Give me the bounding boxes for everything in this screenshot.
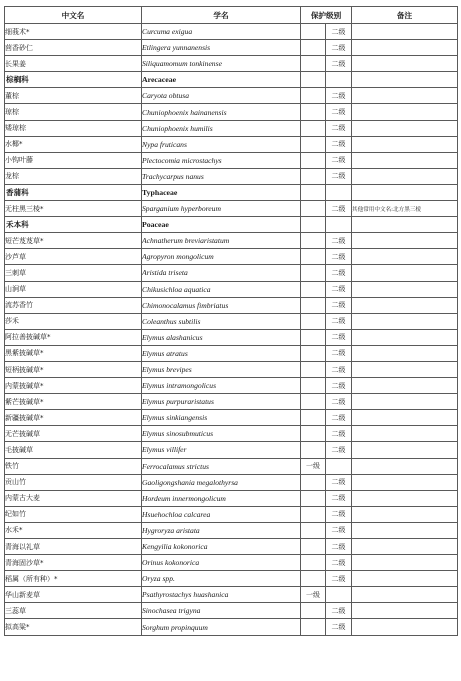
chinese-name-cell: 内蒙披碱草* — [5, 378, 142, 394]
species-row — [5, 426, 458, 442]
scientific-name-cell: Aristida triseta — [142, 265, 301, 281]
level-first-class-cell — [301, 603, 326, 619]
remark-cell — [352, 474, 458, 490]
level-first-class-cell — [301, 88, 326, 104]
chinese-name-cell: 琼棕 — [5, 104, 142, 120]
level-second-class-cell: 二级 — [326, 88, 352, 104]
chinese-name-cell: 短芒芨芨草* — [5, 233, 142, 249]
table-header-row — [5, 7, 458, 24]
remark-cell — [352, 603, 458, 619]
remark-cell — [352, 120, 458, 136]
level-first-class-cell — [301, 361, 326, 377]
scientific-name-cell: Elymus alashanicus — [142, 329, 301, 345]
level-first-class-cell — [301, 555, 326, 571]
family-chinese-name: 禾本科 — [5, 217, 142, 233]
scientific-name-cell: Elymus atratus — [142, 345, 301, 361]
scientific-name-cell: Orinus kokonorica — [142, 555, 301, 571]
scientific-name-cell: Chimonocalamus fimbriatus — [142, 297, 301, 313]
level-cell-1 — [301, 184, 326, 200]
level-second-class-cell: 二级 — [326, 506, 352, 522]
level-cell-2 — [326, 184, 352, 200]
level-cell-2 — [326, 72, 352, 88]
scientific-name-cell: Hygroryza aristata — [142, 522, 301, 538]
level-second-class-cell: 二级 — [326, 313, 352, 329]
level-second-class-cell: 二级 — [326, 249, 352, 265]
species-row — [5, 490, 458, 506]
remark-cell — [352, 297, 458, 313]
species-row — [5, 265, 458, 281]
remark-cell — [352, 40, 458, 56]
level-second-class-cell: 二级 — [326, 168, 352, 184]
species-row — [5, 571, 458, 587]
level-second-class-cell: 二级 — [326, 281, 352, 297]
scientific-name-cell: Caryota obtusa — [142, 88, 301, 104]
remark-cell — [352, 104, 458, 120]
chinese-name-cell: 紫芒披碱草* — [5, 394, 142, 410]
remark-cell — [352, 249, 458, 265]
remark-cell — [352, 539, 458, 555]
chinese-name-cell: 黑紫披碱草* — [5, 345, 142, 361]
chinese-name-cell: 矮琼棕 — [5, 120, 142, 136]
chinese-name-cell: 三蕊草 — [5, 603, 142, 619]
level-first-class-cell — [301, 233, 326, 249]
level-first-class-cell — [301, 265, 326, 281]
remark-cell: 其他常用中文名:北方黑三棱 — [352, 201, 458, 217]
remark-cell — [352, 410, 458, 426]
chinese-name-cell: 董棕 — [5, 88, 142, 104]
species-row — [5, 136, 458, 152]
level-first-class-cell — [301, 506, 326, 522]
chinese-name-cell: 流苏香竹 — [5, 297, 142, 313]
family-row — [5, 217, 458, 233]
level-second-class-cell: 二级 — [326, 345, 352, 361]
remark-cell — [352, 56, 458, 72]
family-scientific-name: Poaceae — [142, 217, 301, 233]
protected-plants-table — [4, 6, 458, 636]
remark-cell — [352, 619, 458, 635]
remark-cell — [352, 587, 458, 603]
level-first-class-cell — [301, 104, 326, 120]
species-row — [5, 249, 458, 265]
level-second-class-cell: 二级 — [326, 152, 352, 168]
level-first-class-cell — [301, 56, 326, 72]
level-second-class-cell: 二级 — [326, 56, 352, 72]
level-second-class-cell: 二级 — [326, 329, 352, 345]
remark-cell — [352, 522, 458, 538]
level-cell-1 — [301, 217, 326, 233]
level-second-class-cell: 二级 — [326, 297, 352, 313]
remark-cell — [352, 217, 458, 233]
scientific-name-cell: Chuniophoenix humilis — [142, 120, 301, 136]
scientific-name-cell: Plectocomia microstachys — [142, 152, 301, 168]
level-first-class-cell — [301, 249, 326, 265]
chinese-name-cell: 内蒙古大麦 — [5, 490, 142, 506]
scientific-name-cell: Etlingera yunnanensis — [142, 40, 301, 56]
remark-cell — [352, 378, 458, 394]
species-row — [5, 201, 458, 217]
scientific-name-cell: Siliquamomum tonkinense — [142, 56, 301, 72]
scientific-name-cell: Hordeum innermongolicum — [142, 490, 301, 506]
species-row — [5, 233, 458, 249]
species-row — [5, 56, 458, 72]
level-first-class-cell — [301, 394, 326, 410]
chinese-name-cell: 无芒披碱草 — [5, 426, 142, 442]
chinese-name-cell: 华山新麦草 — [5, 587, 142, 603]
species-row — [5, 313, 458, 329]
family-scientific-name: Typhaceae — [142, 184, 301, 200]
chinese-name-cell: 阿拉善披碱草* — [5, 329, 142, 345]
chinese-name-cell: 青海固沙草* — [5, 555, 142, 571]
species-row — [5, 40, 458, 56]
level-first-class-cell — [301, 168, 326, 184]
scientific-name-cell: Kengyilia kokonorica — [142, 539, 301, 555]
level-second-class-cell: 二级 — [326, 555, 352, 571]
level-second-class-cell: 二级 — [326, 490, 352, 506]
level-first-class-cell — [301, 152, 326, 168]
remark-cell — [352, 458, 458, 474]
chinese-name-cell: 莎禾 — [5, 313, 142, 329]
level-second-class-cell: 二级 — [326, 539, 352, 555]
chinese-name-cell: 新疆披碱草* — [5, 410, 142, 426]
scientific-name-cell: Achnatherum breviaristatum — [142, 233, 301, 249]
scientific-name-cell: Sparganium hyperboreum — [142, 201, 301, 217]
family-scientific-name: Arecaceae — [142, 72, 301, 88]
remark-cell — [352, 329, 458, 345]
level-first-class-cell — [301, 120, 326, 136]
remark-cell — [352, 394, 458, 410]
species-row — [5, 345, 458, 361]
scientific-name-cell: Hsuehochloa calcarea — [142, 506, 301, 522]
level-second-class-cell: 二级 — [326, 410, 352, 426]
level-second-class-cell: 二级 — [326, 104, 352, 120]
level-first-class-cell — [301, 619, 326, 635]
species-row — [5, 603, 458, 619]
level-second-class-cell: 二级 — [326, 136, 352, 152]
scientific-name-cell: Elymus sinkiangensis — [142, 410, 301, 426]
chinese-name-cell: 短柄披碱草* — [5, 361, 142, 377]
level-second-class-cell: 二级 — [326, 24, 352, 40]
scientific-name-cell: Trachycarpus nanus — [142, 168, 301, 184]
level-second-class-cell — [326, 587, 352, 603]
level-second-class-cell: 二级 — [326, 378, 352, 394]
chinese-name-cell: 拟高粱* — [5, 619, 142, 635]
level-second-class-cell: 二级 — [326, 265, 352, 281]
header-protection-level: 保护级别 — [301, 7, 352, 24]
level-first-class-cell: 一级 — [301, 458, 326, 474]
level-first-class-cell — [301, 40, 326, 56]
species-row — [5, 24, 458, 40]
remark-cell — [352, 152, 458, 168]
species-row — [5, 281, 458, 297]
remark-cell — [352, 88, 458, 104]
species-row — [5, 410, 458, 426]
species-row — [5, 378, 458, 394]
table-body — [5, 24, 458, 636]
scientific-name-cell: Chikusichloa aquatica — [142, 281, 301, 297]
header-scientific-name: 学名 — [142, 7, 301, 24]
chinese-name-cell: 沙芦草 — [5, 249, 142, 265]
species-row — [5, 522, 458, 538]
level-first-class-cell — [301, 281, 326, 297]
scientific-name-cell: Coleanthus subtilis — [142, 313, 301, 329]
level-first-class-cell — [301, 571, 326, 587]
level-first-class-cell — [301, 522, 326, 538]
scientific-name-cell: Chuniophoenix hainanensis — [142, 104, 301, 120]
remark-cell — [352, 442, 458, 458]
chinese-name-cell: 贡山竹 — [5, 474, 142, 490]
level-first-class-cell — [301, 297, 326, 313]
family-chinese-name: 棕榈科 — [5, 72, 142, 88]
chinese-name-cell: 稻属（所有种）* — [5, 571, 142, 587]
family-row — [5, 72, 458, 88]
remark-cell — [352, 506, 458, 522]
species-row — [5, 539, 458, 555]
chinese-name-cell: 无柱黑三棱* — [5, 201, 142, 217]
level-first-class-cell — [301, 490, 326, 506]
level-second-class-cell: 二级 — [326, 522, 352, 538]
species-row — [5, 506, 458, 522]
remark-cell — [352, 72, 458, 88]
level-first-class-cell — [301, 345, 326, 361]
level-cell-1 — [301, 72, 326, 88]
remark-cell — [352, 281, 458, 297]
level-first-class-cell — [301, 378, 326, 394]
chinese-name-cell: 纪如竹 — [5, 506, 142, 522]
level-second-class-cell: 二级 — [326, 201, 352, 217]
species-row — [5, 297, 458, 313]
chinese-name-cell: 青海以礼草 — [5, 539, 142, 555]
scientific-name-cell: Gaoligongshania megalothyrsa — [142, 474, 301, 490]
header-remarks: 备注 — [352, 7, 458, 24]
level-first-class-cell — [301, 329, 326, 345]
scientific-name-cell: Elymus purpuraristatus — [142, 394, 301, 410]
species-row — [5, 587, 458, 603]
level-second-class-cell: 二级 — [326, 426, 352, 442]
level-second-class-cell: 二级 — [326, 442, 352, 458]
chinese-name-cell: 龙棕 — [5, 168, 142, 184]
remark-cell — [352, 184, 458, 200]
level-first-class-cell — [301, 442, 326, 458]
chinese-name-cell: 三刺草 — [5, 265, 142, 281]
remark-cell — [352, 361, 458, 377]
scientific-name-cell: Agropyron mongolicum — [142, 249, 301, 265]
species-row — [5, 104, 458, 120]
header-chinese-name: 中文名 — [5, 7, 142, 24]
chinese-name-cell: 水椰* — [5, 136, 142, 152]
species-row — [5, 619, 458, 635]
scientific-name-cell: Elymus brevipes — [142, 361, 301, 377]
level-second-class-cell: 二级 — [326, 361, 352, 377]
scientific-name-cell: Elymus sinosubmuticus — [142, 426, 301, 442]
species-row — [5, 152, 458, 168]
level-first-class-cell — [301, 313, 326, 329]
chinese-name-cell: 山涧草 — [5, 281, 142, 297]
remark-cell — [352, 490, 458, 506]
remark-cell — [352, 426, 458, 442]
chinese-name-cell: 水禾* — [5, 522, 142, 538]
scientific-name-cell: Elymus intramongolicus — [142, 378, 301, 394]
level-second-class-cell: 二级 — [326, 571, 352, 587]
chinese-name-cell: 小钩叶藤 — [5, 152, 142, 168]
remark-cell — [352, 555, 458, 571]
level-second-class-cell: 二级 — [326, 233, 352, 249]
species-row — [5, 394, 458, 410]
scientific-name-cell: Nypa fruticans — [142, 136, 301, 152]
level-second-class-cell: 二级 — [326, 474, 352, 490]
scientific-name-cell: Psathyrostachys huashanica — [142, 587, 301, 603]
remark-cell — [352, 168, 458, 184]
level-first-class-cell — [301, 426, 326, 442]
species-row — [5, 168, 458, 184]
scientific-name-cell: Sorghum propinquum — [142, 619, 301, 635]
level-first-class-cell — [301, 201, 326, 217]
species-row — [5, 329, 458, 345]
scientific-name-cell: Oryza spp. — [142, 571, 301, 587]
remark-cell — [352, 571, 458, 587]
level-first-class-cell — [301, 24, 326, 40]
scientific-name-cell: Ferrocalamus strictus — [142, 458, 301, 474]
level-second-class-cell — [326, 458, 352, 474]
level-second-class-cell: 二级 — [326, 619, 352, 635]
scientific-name-cell: Sinochasea trigyna — [142, 603, 301, 619]
species-row — [5, 555, 458, 571]
remark-cell — [352, 233, 458, 249]
document-page — [4, 6, 457, 636]
level-first-class-cell — [301, 539, 326, 555]
level-second-class-cell: 二级 — [326, 120, 352, 136]
remark-cell — [352, 345, 458, 361]
level-first-class-cell — [301, 136, 326, 152]
chinese-name-cell: 长果姜 — [5, 56, 142, 72]
chinese-name-cell: 细莪术* — [5, 24, 142, 40]
remark-cell — [352, 136, 458, 152]
level-second-class-cell: 二级 — [326, 40, 352, 56]
level-second-class-cell: 二级 — [326, 394, 352, 410]
species-row — [5, 458, 458, 474]
level-first-class-cell: 一级 — [301, 587, 326, 603]
scientific-name-cell: Curcuma exigua — [142, 24, 301, 40]
level-cell-2 — [326, 217, 352, 233]
species-row — [5, 88, 458, 104]
species-row — [5, 120, 458, 136]
species-row — [5, 474, 458, 490]
species-row — [5, 361, 458, 377]
remark-cell — [352, 24, 458, 40]
level-first-class-cell — [301, 474, 326, 490]
level-second-class-cell: 二级 — [326, 603, 352, 619]
remark-cell — [352, 265, 458, 281]
scientific-name-cell: Elymus villifer — [142, 442, 301, 458]
level-first-class-cell — [301, 410, 326, 426]
chinese-name-cell: 铁竹 — [5, 458, 142, 474]
chinese-name-cell: 茴香砂仁 — [5, 40, 142, 56]
species-row — [5, 442, 458, 458]
family-row — [5, 184, 458, 200]
remark-cell — [352, 313, 458, 329]
family-chinese-name: 香蒲科 — [5, 184, 142, 200]
chinese-name-cell: 毛披碱草 — [5, 442, 142, 458]
